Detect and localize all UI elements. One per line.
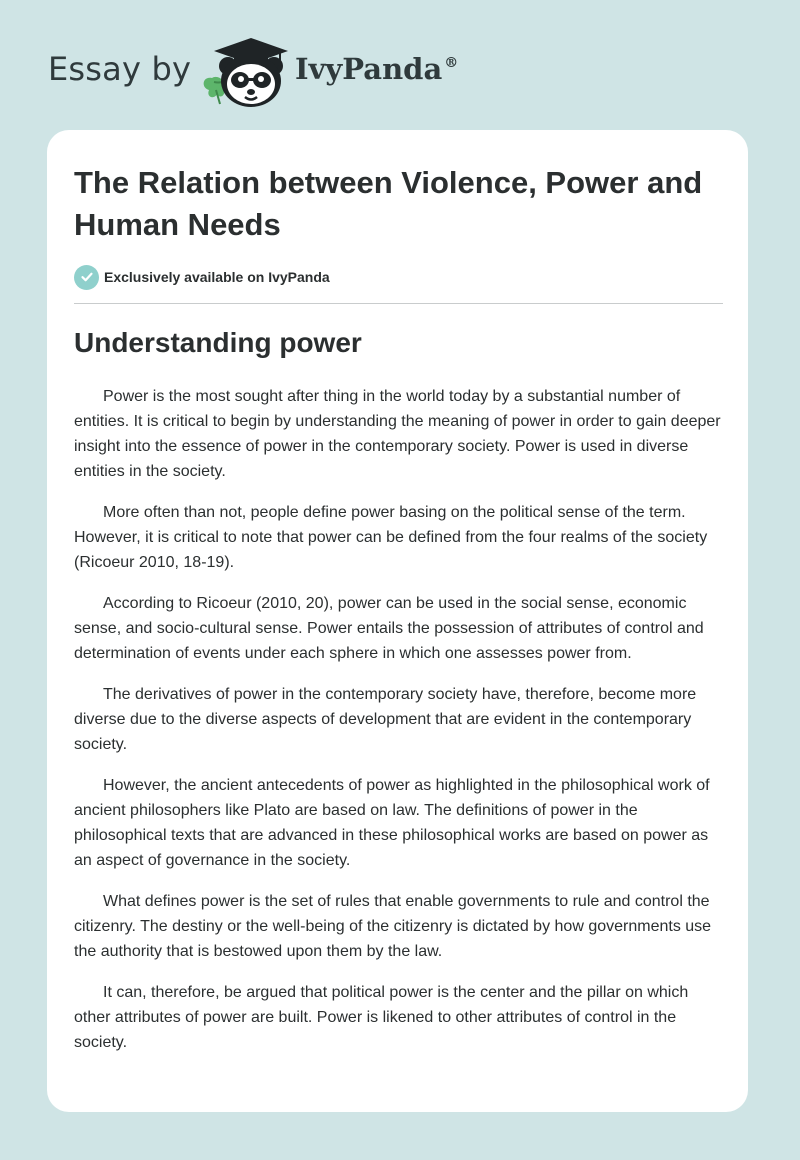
brand-name[interactable]: [295, 52, 458, 86]
brand-header: [48, 34, 468, 114]
badge-text: Exclusively available on IvyPanda: [104, 269, 330, 285]
paragraph: It can, therefore, be argued that political power is the center and the pillar on which other attributes of power are built. Power is likened to other attributes of control in the society.: [74, 984, 689, 1051]
registered-mark: ®: [444, 55, 459, 71]
paragraph: According to Ricoeur (2010, 20), power can be used in the social sense, economic sense, and socio-cultural sense. Power entails the possession of attributes of control and determination of events under each sphere in which one assesses power from.: [74, 595, 704, 662]
divider: [74, 303, 723, 304]
panda-graduate-logo-icon[interactable]: [200, 34, 295, 109]
check-circle-icon: [74, 265, 99, 290]
paragraph: However, the ancient antecedents of power as highlighted in the philosophical work of ancient philosophers like Plato are based on law. The definitions of power in the philosophical texts that are advanced in these philosophical works are based on power as an aspect of governance in the society.: [74, 777, 710, 869]
essay-title: The Relation between Violence, Power and Human Needs: [74, 165, 703, 242]
paragraph: What defines power is the set of rules that enable governments to rule and control the citizenry. The destiny or the well-being of the citizenry is dictated by how governments use the authority that is bestowed upon them by the law.: [74, 893, 712, 960]
essay-card: [47, 130, 748, 1112]
essay-body: [74, 384, 724, 1071]
brand-prefix: Essay by: [48, 50, 192, 88]
brand-name-text: IvyPanda: [295, 52, 443, 86]
paragraph: The derivatives of power in the contemporary society have, therefore, become more diverse due to the diverse aspects of development that are evident in the contemporary society.: [74, 686, 697, 753]
paragraph: More often than not, people define power basing on the political sense of the term. However, it is critical to note that power can be defined from the four realms of the society (Ricoeur 2010, 18-19).: [74, 504, 708, 571]
section-heading: Understanding power: [74, 327, 362, 358]
paragraph: Power is the most sought after thing in the world today by a substantial number of entities. It is critical to begin by understanding the meaning of power in order to gain deeper insight into the essence of power in the contemporary society. Power is used in diverse entities in the society.: [74, 388, 721, 480]
exclusive-badge: [74, 263, 330, 291]
